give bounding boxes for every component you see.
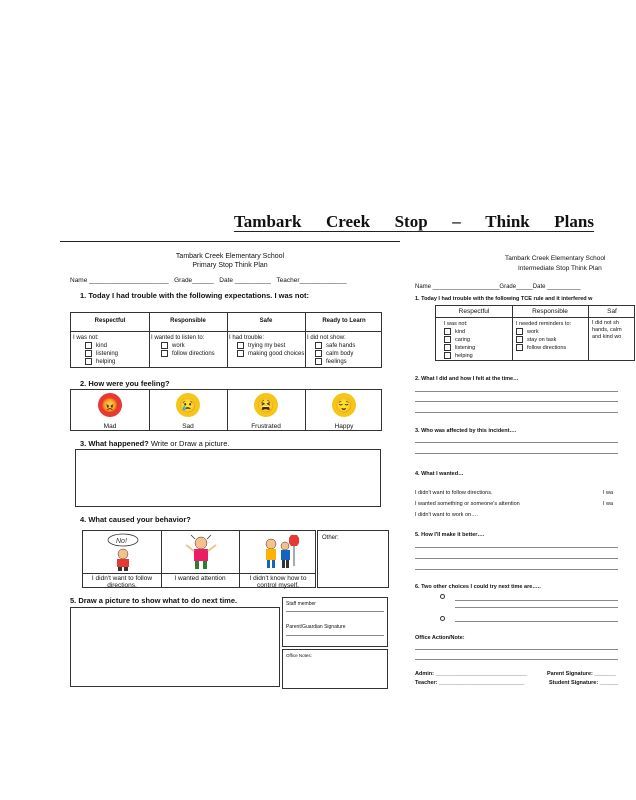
- column-lead: I did not show:: [307, 335, 346, 341]
- checkbox-option[interactable]: kind: [444, 328, 475, 336]
- column-head: Ready to Learn: [322, 318, 366, 324]
- checkbox-option[interactable]: follow directions: [516, 344, 571, 352]
- cause-label: I didn't want to follow directions.: [91, 575, 153, 589]
- checkbox-option[interactable]: kind: [73, 342, 118, 350]
- wanted-option[interactable]: I didn't want to follow directions.: [415, 490, 493, 496]
- cause-label: I wanted attention: [174, 575, 226, 582]
- question-6: 6. Two other choices I could try next time are…..: [415, 584, 541, 590]
- admin-signature[interactable]: Admin: ______________________________: [415, 671, 528, 677]
- wanted-option[interactable]: I didn't want to work on….: [415, 512, 479, 518]
- teacher-field[interactable]: Teacher_____________: [276, 277, 347, 284]
- column-head: Respectful: [94, 318, 126, 324]
- column-head: Responsible: [170, 318, 206, 324]
- parent-signature[interactable]: Parent Signature: _______: [547, 671, 616, 677]
- office-action-label: Office Action/Note:: [415, 635, 465, 641]
- checkbox-option[interactable]: safe hands: [307, 342, 355, 350]
- plan-subtitle: Intermediate Stop Think Plan: [518, 265, 602, 272]
- cause-label: I didn't know how to control myself.: [249, 575, 307, 589]
- title-word: Plans: [554, 212, 594, 231]
- expectations-table: [70, 312, 382, 368]
- column-lead: I was not:: [444, 321, 468, 327]
- teacher-signature[interactable]: Teacher: ____________________________: [415, 680, 525, 686]
- question-1: 1. Today I had trouble with the following TCE rule and it interfered w: [415, 296, 593, 302]
- question-2: 2. How were you feeling?: [80, 379, 170, 388]
- checkbox-option[interactable]: trying my best: [229, 342, 304, 350]
- checkbox-option[interactable]: listening: [73, 350, 118, 358]
- wanted-option[interactable]: I wa: [603, 501, 614, 507]
- name-field[interactable]: Name ______________________: [70, 277, 169, 284]
- feeling-label: Sad: [182, 423, 194, 430]
- draw-next-time-box[interactable]: [70, 607, 280, 687]
- bullet-icon: [440, 616, 445, 621]
- stop-sign-children-icon: [257, 532, 301, 572]
- answer-line[interactable]: [455, 607, 618, 608]
- attention-child-icon: [183, 533, 219, 571]
- column-lead: I needed reminders to:: [516, 321, 572, 327]
- checkbox-option[interactable]: work: [516, 328, 571, 336]
- column-lead: I was not:: [73, 335, 99, 341]
- school-name: Tambark Creek Elementary School: [175, 253, 285, 260]
- column-head: Safe: [259, 318, 273, 324]
- column-head: Responsible: [532, 308, 568, 315]
- title-word: Tambark: [234, 212, 302, 231]
- answer-line[interactable]: [415, 569, 618, 570]
- feeling-label: Frustrated: [251, 423, 281, 430]
- bullet-icon: [440, 594, 445, 599]
- signature-panel: [282, 597, 388, 647]
- cause-option[interactable]: [83, 531, 161, 589]
- divider: [60, 241, 400, 242]
- checkbox-option[interactable]: making good choices: [229, 350, 304, 358]
- office-notes-label: Office Notes:: [286, 653, 312, 658]
- speech-bubble-text: No!: [116, 538, 127, 545]
- date-field[interactable]: Date __________: [219, 277, 271, 284]
- column-lead: I had trouble:: [229, 335, 265, 341]
- feeling-option[interactable]: [227, 390, 305, 430]
- answer-line[interactable]: [415, 401, 618, 402]
- column-head: Respectful: [458, 308, 490, 315]
- feeling-option[interactable]: [305, 390, 383, 430]
- checkbox-option[interactable]: feelings: [307, 358, 355, 366]
- feeling-label: Happy: [334, 423, 354, 430]
- column-text: hands, calm: [592, 327, 622, 333]
- other-label: Other:: [322, 535, 339, 541]
- title-word: Think: [485, 212, 530, 231]
- title-word: Creek: [325, 212, 371, 231]
- title-word: Stop: [394, 212, 428, 231]
- sad-face-icon: 😢: [176, 393, 200, 417]
- question-3: 3. What happened? Write or Draw a picture.: [80, 439, 230, 448]
- feeling-option[interactable]: [71, 390, 149, 430]
- school-name: Tambark Creek Elementary School: [505, 255, 606, 262]
- checkbox-option[interactable]: calm body: [307, 350, 355, 358]
- frustrated-face-icon: 😫: [254, 393, 278, 417]
- question-2: 2. What I did and how I felt at the time…: [415, 376, 519, 382]
- column-lead: I wanted to listen to:: [151, 335, 205, 341]
- question-1: 1. Today I had trouble with the following expectations. I was not:: [80, 291, 310, 300]
- answer-line[interactable]: [415, 558, 618, 559]
- parent-signature-label: Parent/Guardian Signature: [286, 624, 346, 630]
- staff-member-label: Staff member: [286, 601, 316, 607]
- checkbox-option[interactable]: helping: [73, 358, 118, 366]
- mad-face-icon: 😡: [98, 393, 122, 417]
- plan-subtitle: Primary Stop Think Plan: [192, 262, 268, 269]
- no-child-icon: [103, 532, 143, 572]
- checkbox-option[interactable]: work: [151, 342, 215, 350]
- wanted-option[interactable]: I wa: [603, 490, 614, 496]
- name-grade-date-line[interactable]: Name ____________________Grade_____Date __________: [415, 284, 581, 290]
- question-4: 4. What caused your behavior?: [80, 515, 191, 524]
- office-notes-box[interactable]: [282, 649, 388, 689]
- grade-field[interactable]: Grade______: [174, 277, 214, 284]
- student-signature[interactable]: Student Signature: ______: [549, 680, 619, 686]
- feeling-option[interactable]: [149, 390, 227, 430]
- answer-line[interactable]: [415, 391, 618, 392]
- what-happened-box[interactable]: [75, 449, 381, 507]
- other-box[interactable]: [317, 530, 389, 588]
- feelings-table: [70, 389, 382, 431]
- question-5: 5. How I'll make it better….: [415, 532, 485, 538]
- cause-option[interactable]: [239, 531, 317, 589]
- answer-line[interactable]: [455, 621, 618, 622]
- checkbox-option[interactable]: stay on task: [516, 336, 571, 344]
- question-5: 5. Draw a picture to show what to do next time.: [70, 596, 238, 605]
- answer-line[interactable]: [415, 659, 618, 660]
- checkbox-option[interactable]: helping: [444, 352, 475, 360]
- checkbox-option[interactable]: caring: [444, 336, 475, 344]
- title-underline: [234, 231, 594, 232]
- question-3: 3. Who was affected by this incident….: [415, 428, 517, 434]
- primary-plan-document: [60, 245, 400, 685]
- rule-table: [435, 305, 635, 361]
- answer-line[interactable]: [415, 453, 618, 454]
- question-4: 4. What I wanted…: [415, 471, 464, 477]
- feeling-label: Mad: [103, 423, 117, 430]
- checkbox-option[interactable]: follow directions: [151, 350, 215, 358]
- wanted-option[interactable]: I wanted something or someone's attention: [415, 501, 520, 507]
- answer-line[interactable]: [455, 600, 618, 601]
- column-lead: I did not sh: [592, 320, 619, 326]
- answer-line[interactable]: [415, 412, 618, 413]
- cause-option[interactable]: [161, 531, 239, 589]
- title-word: –: [452, 212, 461, 231]
- page-title: [234, 212, 594, 232]
- column-head: Saf: [607, 308, 617, 315]
- answer-line[interactable]: [415, 442, 618, 443]
- intermediate-plan-document: [413, 250, 622, 690]
- causes-table: [82, 530, 316, 588]
- answer-line[interactable]: [415, 649, 618, 650]
- checkbox-option[interactable]: listening: [444, 344, 475, 352]
- happy-face-icon: 😌: [332, 393, 356, 417]
- answer-line[interactable]: [415, 547, 618, 548]
- column-text: and kind wo: [592, 334, 622, 340]
